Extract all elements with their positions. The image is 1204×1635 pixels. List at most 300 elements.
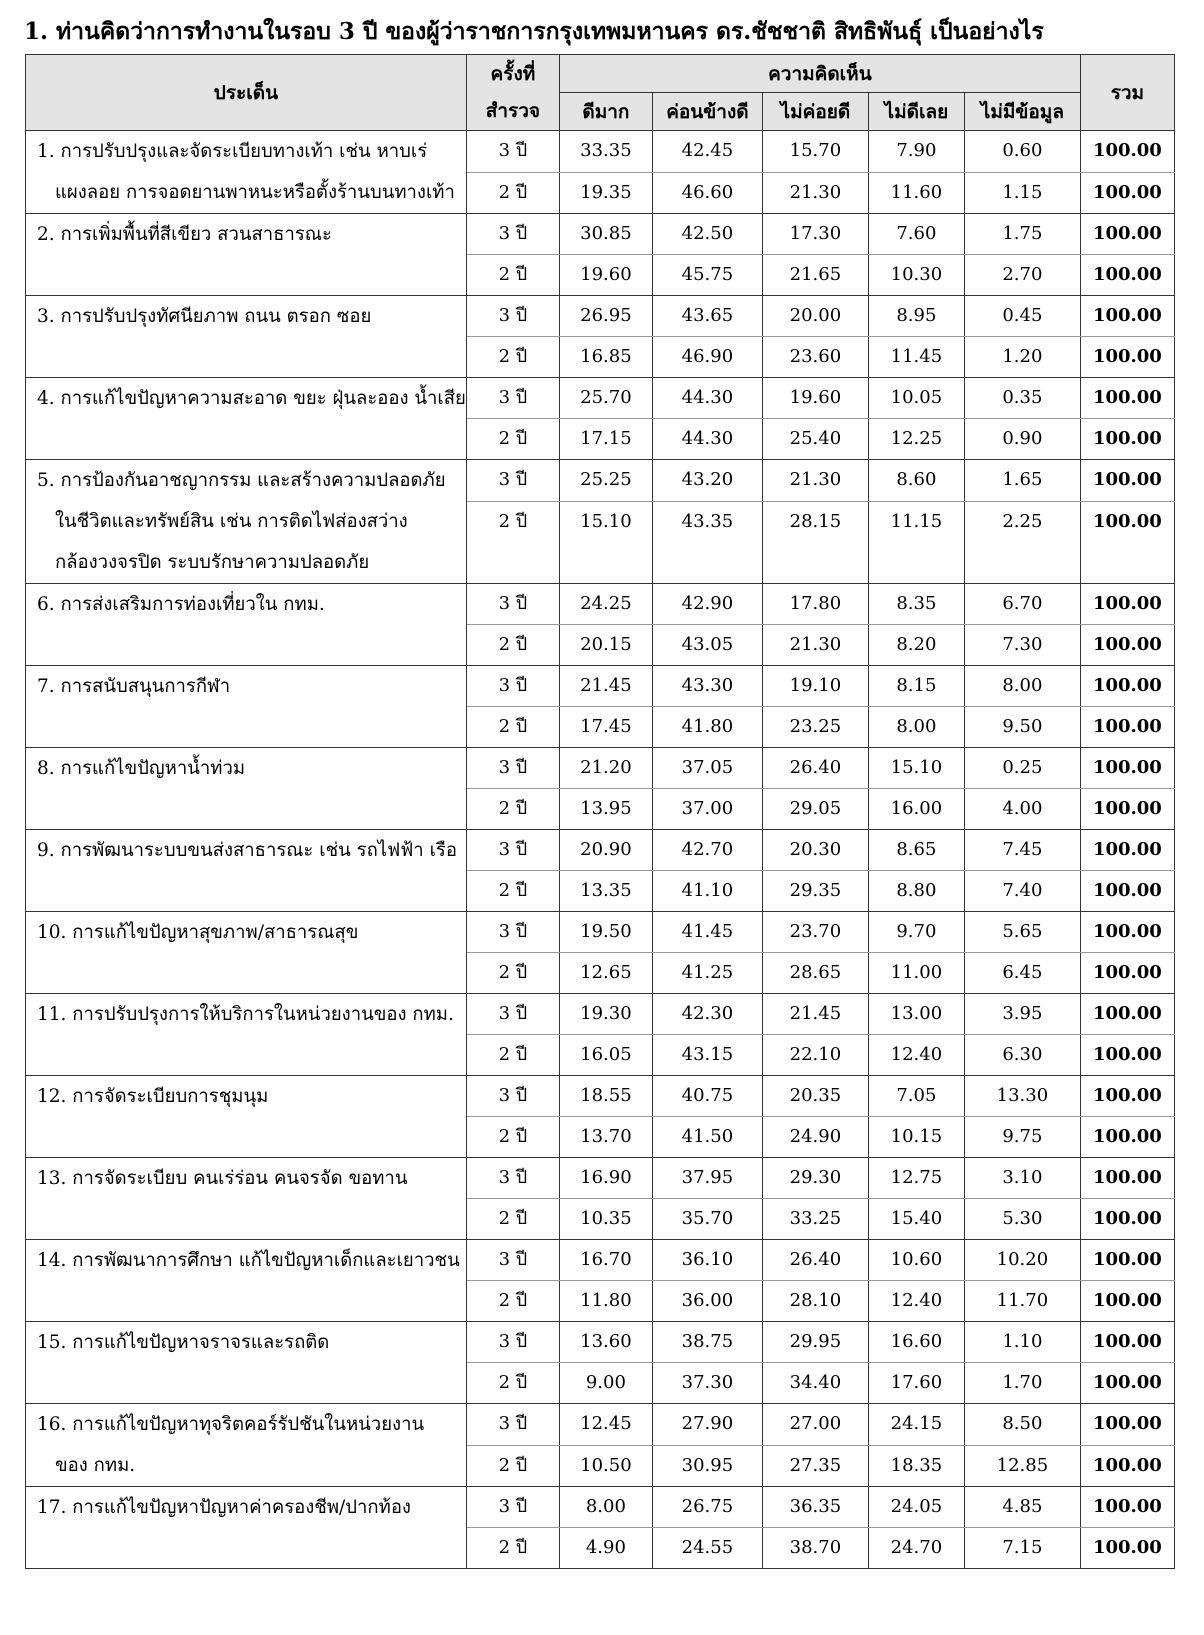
- topic-line: 12. การจัดระเบียบการชุมนุม: [37, 1086, 269, 1107]
- value-cell: 16.90: [559, 1158, 652, 1199]
- value-cell: 8.00: [559, 1487, 652, 1528]
- value-cell: 6.45: [964, 953, 1080, 994]
- value-cell: 19.10: [762, 666, 868, 707]
- round-cell: 3 ปี: [466, 1158, 559, 1199]
- value-cell: 26.75: [652, 1487, 762, 1528]
- total-cell: 100.00: [1080, 1487, 1174, 1528]
- value-cell: 11.60: [868, 172, 964, 214]
- total-cell: 100.00: [1080, 584, 1174, 625]
- value-cell: 36.00: [652, 1281, 762, 1322]
- value-cell: 27.90: [652, 1404, 762, 1446]
- survey-table: [25, 54, 1175, 1569]
- value-cell: 2.70: [964, 255, 1080, 296]
- round-cell: 2 ปี: [466, 789, 559, 830]
- value-cell: 46.90: [652, 337, 762, 378]
- value-cell: 15.70: [762, 131, 868, 173]
- value-cell: 35.70: [652, 1199, 762, 1240]
- value-cell: 15.10: [868, 748, 964, 789]
- value-cell: 12.75: [868, 1158, 964, 1199]
- value-cell: 33.25: [762, 1199, 868, 1240]
- value-cell: 16.85: [559, 337, 652, 378]
- total-cell: 100.00: [1080, 296, 1174, 337]
- header-not-good: ไม่ดีเลย: [868, 93, 964, 131]
- value-cell: 21.30: [762, 625, 868, 666]
- total-cell: 100.00: [1080, 1158, 1174, 1199]
- value-cell: 44.30: [652, 378, 762, 419]
- value-cell: 24.55: [652, 1528, 762, 1569]
- round-cell: 2 ปี: [466, 255, 559, 296]
- value-cell: 42.50: [652, 214, 762, 255]
- value-cell: 13.70: [559, 1117, 652, 1158]
- topic-line: 15. การแก้ไขปัญหาจราจรและรถติด: [37, 1332, 330, 1353]
- table-row: [26, 1076, 1175, 1117]
- total-cell: 100.00: [1080, 1528, 1174, 1569]
- value-cell: 11.70: [964, 1281, 1080, 1322]
- value-cell: 13.60: [559, 1322, 652, 1363]
- value-cell: 45.75: [652, 255, 762, 296]
- value-cell: 7.40: [964, 871, 1080, 912]
- value-cell: 3.10: [964, 1158, 1080, 1199]
- value-cell: 4.90: [559, 1528, 652, 1569]
- value-cell: 19.50: [559, 912, 652, 953]
- value-cell: 40.75: [652, 1076, 762, 1117]
- table-row: [26, 1240, 1175, 1281]
- total-cell: 100.00: [1080, 912, 1174, 953]
- value-cell: 18.35: [868, 1445, 964, 1487]
- value-cell: 11.45: [868, 337, 964, 378]
- topic-cell: [26, 1322, 467, 1404]
- value-cell: 16.00: [868, 789, 964, 830]
- round-cell: 3 ปี: [466, 1076, 559, 1117]
- total-cell: 100.00: [1080, 1363, 1174, 1404]
- value-cell: 8.15: [868, 666, 964, 707]
- round-cell: 2 ปี: [466, 1363, 559, 1404]
- value-cell: 11.80: [559, 1281, 652, 1322]
- value-cell: 20.35: [762, 1076, 868, 1117]
- table-row: [26, 131, 1175, 173]
- total-cell: 100.00: [1080, 1117, 1174, 1158]
- total-cell: 100.00: [1080, 131, 1174, 173]
- total-cell: 100.00: [1080, 666, 1174, 707]
- value-cell: 8.65: [868, 830, 964, 871]
- value-cell: 7.15: [964, 1528, 1080, 1569]
- round-cell: 2 ปี: [466, 1281, 559, 1322]
- value-cell: 25.70: [559, 378, 652, 419]
- value-cell: 41.80: [652, 707, 762, 748]
- header-round-line1: ครั้งที่: [466, 55, 559, 93]
- topic-cell: [26, 1158, 467, 1240]
- value-cell: 4.85: [964, 1487, 1080, 1528]
- total-cell: 100.00: [1080, 871, 1174, 912]
- value-cell: 16.70: [559, 1240, 652, 1281]
- table-row: [26, 1404, 1175, 1446]
- value-cell: 17.15: [559, 419, 652, 460]
- topic-line: กล้องวงจรปิด ระบบรักษาความปลอดภัย: [55, 552, 370, 573]
- value-cell: 5.30: [964, 1199, 1080, 1240]
- topic-line: ในชีวิตและทรัพย์สิน เช่น การติดไฟส่องสว่าง: [55, 511, 408, 532]
- table-row: [26, 1487, 1175, 1528]
- value-cell: 25.25: [559, 460, 652, 502]
- round-cell: 3 ปี: [466, 214, 559, 255]
- total-cell: 100.00: [1080, 460, 1174, 502]
- table-row: [26, 584, 1175, 625]
- value-cell: 29.35: [762, 871, 868, 912]
- value-cell: 12.45: [559, 1404, 652, 1446]
- topic-cell: [26, 131, 467, 214]
- topic-line: 14. การพัฒนาการศึกษา แก้ไขปัญหาเด็กและเยาวชน: [37, 1250, 460, 1271]
- value-cell: 16.60: [868, 1322, 964, 1363]
- total-cell: 100.00: [1080, 1445, 1174, 1487]
- header-not-very-good: ไม่ค่อยดี: [762, 93, 868, 131]
- topic-line: 6. การส่งเสริมการท่องเที่ยวใน กทม.: [37, 594, 325, 615]
- total-cell: 100.00: [1080, 1199, 1174, 1240]
- value-cell: 46.60: [652, 172, 762, 214]
- value-cell: 6.30: [964, 1035, 1080, 1076]
- total-cell: 100.00: [1080, 214, 1174, 255]
- value-cell: 3.95: [964, 994, 1080, 1035]
- value-cell: 13.00: [868, 994, 964, 1035]
- value-cell: 24.90: [762, 1117, 868, 1158]
- value-cell: 24.70: [868, 1528, 964, 1569]
- value-cell: 41.50: [652, 1117, 762, 1158]
- value-cell: 13.95: [559, 789, 652, 830]
- value-cell: 30.85: [559, 214, 652, 255]
- total-cell: 100.00: [1080, 707, 1174, 748]
- value-cell: 29.95: [762, 1322, 868, 1363]
- round-cell: 3 ปี: [466, 1240, 559, 1281]
- total-cell: 100.00: [1080, 953, 1174, 994]
- total-cell: 100.00: [1080, 1240, 1174, 1281]
- round-cell: 2 ปี: [466, 1035, 559, 1076]
- value-cell: 1.20: [964, 337, 1080, 378]
- round-cell: 2 ปี: [466, 501, 559, 583]
- value-cell: 43.35: [652, 501, 762, 583]
- value-cell: 19.60: [559, 255, 652, 296]
- round-cell: 2 ปี: [466, 1445, 559, 1487]
- value-cell: 29.30: [762, 1158, 868, 1199]
- value-cell: 12.40: [868, 1281, 964, 1322]
- topic-cell: [26, 460, 467, 584]
- topic-cell: [26, 296, 467, 378]
- value-cell: 27.35: [762, 1445, 868, 1487]
- value-cell: 37.30: [652, 1363, 762, 1404]
- topic-cell: [26, 1240, 467, 1322]
- topic-line: 1. การปรับปรุงและจัดระเบียบทางเท้า เช่น หาบเร่: [37, 141, 428, 162]
- value-cell: 33.35: [559, 131, 652, 173]
- topic-line: 5. การป้องกันอาชญากรรม และสร้างความปลอดภัย: [37, 470, 446, 491]
- topic-line: 11. การปรับปรุงการให้บริการในหน่วยงานของ กทม.: [37, 1004, 454, 1025]
- total-cell: 100.00: [1080, 625, 1174, 666]
- value-cell: 15.10: [559, 501, 652, 583]
- table-row: [26, 214, 1175, 255]
- value-cell: 9.70: [868, 912, 964, 953]
- value-cell: 18.55: [559, 1076, 652, 1117]
- value-cell: 17.60: [868, 1363, 964, 1404]
- value-cell: 10.50: [559, 1445, 652, 1487]
- value-cell: 8.20: [868, 625, 964, 666]
- table-row: [26, 666, 1175, 707]
- value-cell: 9.00: [559, 1363, 652, 1404]
- topic-cell: [26, 1404, 467, 1487]
- survey-table-body: [26, 131, 1175, 1569]
- value-cell: 41.25: [652, 953, 762, 994]
- value-cell: 11.00: [868, 953, 964, 994]
- value-cell: 43.20: [652, 460, 762, 502]
- round-cell: 3 ปี: [466, 1404, 559, 1446]
- total-cell: 100.00: [1080, 378, 1174, 419]
- value-cell: 5.65: [964, 912, 1080, 953]
- value-cell: 42.70: [652, 830, 762, 871]
- value-cell: 36.35: [762, 1487, 868, 1528]
- value-cell: 43.65: [652, 296, 762, 337]
- header-topic: ประเด็น: [26, 55, 467, 131]
- value-cell: 1.75: [964, 214, 1080, 255]
- value-cell: 44.30: [652, 419, 762, 460]
- value-cell: 20.90: [559, 830, 652, 871]
- topic-line: 16. การแก้ไขปัญหาทุจริตคอร์รัปชันในหน่วยงาน: [37, 1414, 425, 1435]
- table-row: [26, 1322, 1175, 1363]
- table-row: [26, 830, 1175, 871]
- value-cell: 34.40: [762, 1363, 868, 1404]
- value-cell: 9.50: [964, 707, 1080, 748]
- value-cell: 28.10: [762, 1281, 868, 1322]
- value-cell: 28.65: [762, 953, 868, 994]
- round-cell: 3 ปี: [466, 994, 559, 1035]
- value-cell: 43.15: [652, 1035, 762, 1076]
- value-cell: 24.05: [868, 1487, 964, 1528]
- topic-cell: [26, 912, 467, 994]
- value-cell: 38.75: [652, 1322, 762, 1363]
- value-cell: 41.10: [652, 871, 762, 912]
- value-cell: 8.80: [868, 871, 964, 912]
- value-cell: 0.90: [964, 419, 1080, 460]
- round-cell: 3 ปี: [466, 1322, 559, 1363]
- header-no-info: ไม่มีข้อมูล: [964, 93, 1080, 131]
- value-cell: 23.25: [762, 707, 868, 748]
- table-row: [26, 378, 1175, 419]
- value-cell: 26.40: [762, 748, 868, 789]
- value-cell: 8.00: [964, 666, 1080, 707]
- value-cell: 36.10: [652, 1240, 762, 1281]
- value-cell: 43.30: [652, 666, 762, 707]
- value-cell: 25.40: [762, 419, 868, 460]
- topic-line: 7. การสนับสนุนการกีฬา: [37, 676, 231, 697]
- round-cell: 2 ปี: [466, 707, 559, 748]
- value-cell: 7.45: [964, 830, 1080, 871]
- total-cell: 100.00: [1080, 1035, 1174, 1076]
- value-cell: 21.30: [762, 460, 868, 502]
- table-row: [26, 748, 1175, 789]
- topic-line: แผงลอย การจอดยานพาหนะหรือตั้งร้านบนทางเท้า: [55, 182, 455, 203]
- header-opinion: ความคิดเห็น: [559, 55, 1080, 93]
- value-cell: 29.05: [762, 789, 868, 830]
- value-cell: 42.45: [652, 131, 762, 173]
- round-cell: 3 ปี: [466, 378, 559, 419]
- total-cell: 100.00: [1080, 172, 1174, 214]
- value-cell: 9.75: [964, 1117, 1080, 1158]
- value-cell: 0.60: [964, 131, 1080, 173]
- round-cell: 2 ปี: [466, 337, 559, 378]
- value-cell: 10.15: [868, 1117, 964, 1158]
- value-cell: 0.25: [964, 748, 1080, 789]
- value-cell: 1.15: [964, 172, 1080, 214]
- value-cell: 17.45: [559, 707, 652, 748]
- total-cell: 100.00: [1080, 255, 1174, 296]
- value-cell: 12.40: [868, 1035, 964, 1076]
- table-row: [26, 994, 1175, 1035]
- round-cell: 2 ปี: [466, 1199, 559, 1240]
- topic-cell: [26, 666, 467, 748]
- value-cell: 37.05: [652, 748, 762, 789]
- value-cell: 7.05: [868, 1076, 964, 1117]
- value-cell: 20.30: [762, 830, 868, 871]
- total-cell: 100.00: [1080, 1076, 1174, 1117]
- value-cell: 37.95: [652, 1158, 762, 1199]
- round-cell: 2 ปี: [466, 1117, 559, 1158]
- value-cell: 42.90: [652, 584, 762, 625]
- value-cell: 7.60: [868, 214, 964, 255]
- value-cell: 10.20: [964, 1240, 1080, 1281]
- topic-cell: [26, 584, 467, 666]
- value-cell: 23.70: [762, 912, 868, 953]
- value-cell: 38.70: [762, 1528, 868, 1569]
- value-cell: 11.15: [868, 501, 964, 583]
- value-cell: 21.45: [559, 666, 652, 707]
- value-cell: 8.60: [868, 460, 964, 502]
- value-cell: 8.00: [868, 707, 964, 748]
- value-cell: 7.90: [868, 131, 964, 173]
- total-cell: 100.00: [1080, 1322, 1174, 1363]
- round-cell: 3 ปี: [466, 460, 559, 502]
- value-cell: 10.30: [868, 255, 964, 296]
- topic-line: 8. การแก้ไขปัญหาน้ำท่วม: [37, 758, 246, 779]
- value-cell: 2.25: [964, 501, 1080, 583]
- total-cell: 100.00: [1080, 1404, 1174, 1446]
- value-cell: 17.30: [762, 214, 868, 255]
- value-cell: 12.25: [868, 419, 964, 460]
- round-cell: 2 ปี: [466, 1528, 559, 1569]
- table-row: [26, 296, 1175, 337]
- value-cell: 19.60: [762, 378, 868, 419]
- round-cell: 3 ปี: [466, 584, 559, 625]
- value-cell: 26.40: [762, 1240, 868, 1281]
- round-cell: 2 ปี: [466, 953, 559, 994]
- topic-line: 17. การแก้ไขปัญหาปัญหาค่าครองชีพ/ปากท้อง: [37, 1497, 411, 1518]
- total-cell: 100.00: [1080, 748, 1174, 789]
- value-cell: 0.35: [964, 378, 1080, 419]
- value-cell: 21.30: [762, 172, 868, 214]
- value-cell: 27.00: [762, 1404, 868, 1446]
- value-cell: 23.60: [762, 337, 868, 378]
- value-cell: 4.00: [964, 789, 1080, 830]
- total-cell: 100.00: [1080, 830, 1174, 871]
- header-round-line2: สำรวจ: [466, 93, 559, 131]
- value-cell: 22.10: [762, 1035, 868, 1076]
- total-cell: 100.00: [1080, 789, 1174, 830]
- value-cell: 13.30: [964, 1076, 1080, 1117]
- topic-cell: [26, 994, 467, 1076]
- round-cell: 3 ปี: [466, 296, 559, 337]
- table-row: [26, 460, 1175, 502]
- value-cell: 15.40: [868, 1199, 964, 1240]
- value-cell: 1.65: [964, 460, 1080, 502]
- table-row: [26, 912, 1175, 953]
- value-cell: 21.65: [762, 255, 868, 296]
- header-very-good: ดีมาก: [559, 93, 652, 131]
- value-cell: 1.70: [964, 1363, 1080, 1404]
- value-cell: 10.05: [868, 378, 964, 419]
- round-cell: 2 ปี: [466, 871, 559, 912]
- topic-line: 2. การเพิ่มพื้นที่สีเขียว สวนสาธารณะ: [37, 224, 332, 245]
- value-cell: 6.70: [964, 584, 1080, 625]
- value-cell: 43.05: [652, 625, 762, 666]
- value-cell: 24.25: [559, 584, 652, 625]
- value-cell: 24.15: [868, 1404, 964, 1446]
- total-cell: 100.00: [1080, 419, 1174, 460]
- round-cell: 2 ปี: [466, 172, 559, 214]
- topic-line: 4. การแก้ไขปัญหาความสะอาด ขยะ ฝุ่นละออง น้ำเสีย: [37, 388, 466, 409]
- value-cell: 1.10: [964, 1322, 1080, 1363]
- value-cell: 21.20: [559, 748, 652, 789]
- value-cell: 20.00: [762, 296, 868, 337]
- value-cell: 19.35: [559, 172, 652, 214]
- round-cell: 2 ปี: [466, 419, 559, 460]
- header-total: รวม: [1080, 55, 1174, 131]
- value-cell: 42.30: [652, 994, 762, 1035]
- total-cell: 100.00: [1080, 337, 1174, 378]
- round-cell: 3 ปี: [466, 830, 559, 871]
- value-cell: 8.35: [868, 584, 964, 625]
- topic-cell: [26, 378, 467, 460]
- value-cell: 37.00: [652, 789, 762, 830]
- value-cell: 8.50: [964, 1404, 1080, 1446]
- round-cell: 2 ปี: [466, 625, 559, 666]
- value-cell: 30.95: [652, 1445, 762, 1487]
- total-cell: 100.00: [1080, 994, 1174, 1035]
- value-cell: 28.15: [762, 501, 868, 583]
- topic-line: 10. การแก้ไขปัญหาสุขภาพ/สาธารณสุข: [37, 922, 359, 943]
- topic-cell: [26, 214, 467, 296]
- round-cell: 3 ปี: [466, 131, 559, 173]
- total-cell: 100.00: [1080, 501, 1174, 583]
- value-cell: 10.35: [559, 1199, 652, 1240]
- value-cell: 13.35: [559, 871, 652, 912]
- topic-line: 9. การพัฒนาระบบขนส่งสาธารณะ เช่น รถไฟฟ้า เรือ: [37, 840, 457, 861]
- round-cell: 3 ปี: [466, 912, 559, 953]
- topic-cell: [26, 748, 467, 830]
- value-cell: 0.45: [964, 296, 1080, 337]
- value-cell: 19.30: [559, 994, 652, 1035]
- value-cell: 8.95: [868, 296, 964, 337]
- topic-line: 3. การปรับปรุงทัศนียภาพ ถนน ตรอก ซอย: [37, 306, 372, 327]
- value-cell: 7.30: [964, 625, 1080, 666]
- topic-cell: [26, 1076, 467, 1158]
- value-cell: 12.85: [964, 1445, 1080, 1487]
- topic-cell: [26, 830, 467, 912]
- topic-cell: [26, 1487, 467, 1569]
- topic-line: 13. การจัดระเบียบ คนเร่ร่อน คนจรจัด ขอทาน: [37, 1168, 408, 1189]
- value-cell: 41.45: [652, 912, 762, 953]
- round-cell: 3 ปี: [466, 1487, 559, 1528]
- topic-line: ของ กทม.: [55, 1455, 136, 1476]
- value-cell: 10.60: [868, 1240, 964, 1281]
- total-cell: 100.00: [1080, 1281, 1174, 1322]
- value-cell: 20.15: [559, 625, 652, 666]
- value-cell: 16.05: [559, 1035, 652, 1076]
- round-cell: 3 ปี: [466, 748, 559, 789]
- value-cell: 17.80: [762, 584, 868, 625]
- value-cell: 26.95: [559, 296, 652, 337]
